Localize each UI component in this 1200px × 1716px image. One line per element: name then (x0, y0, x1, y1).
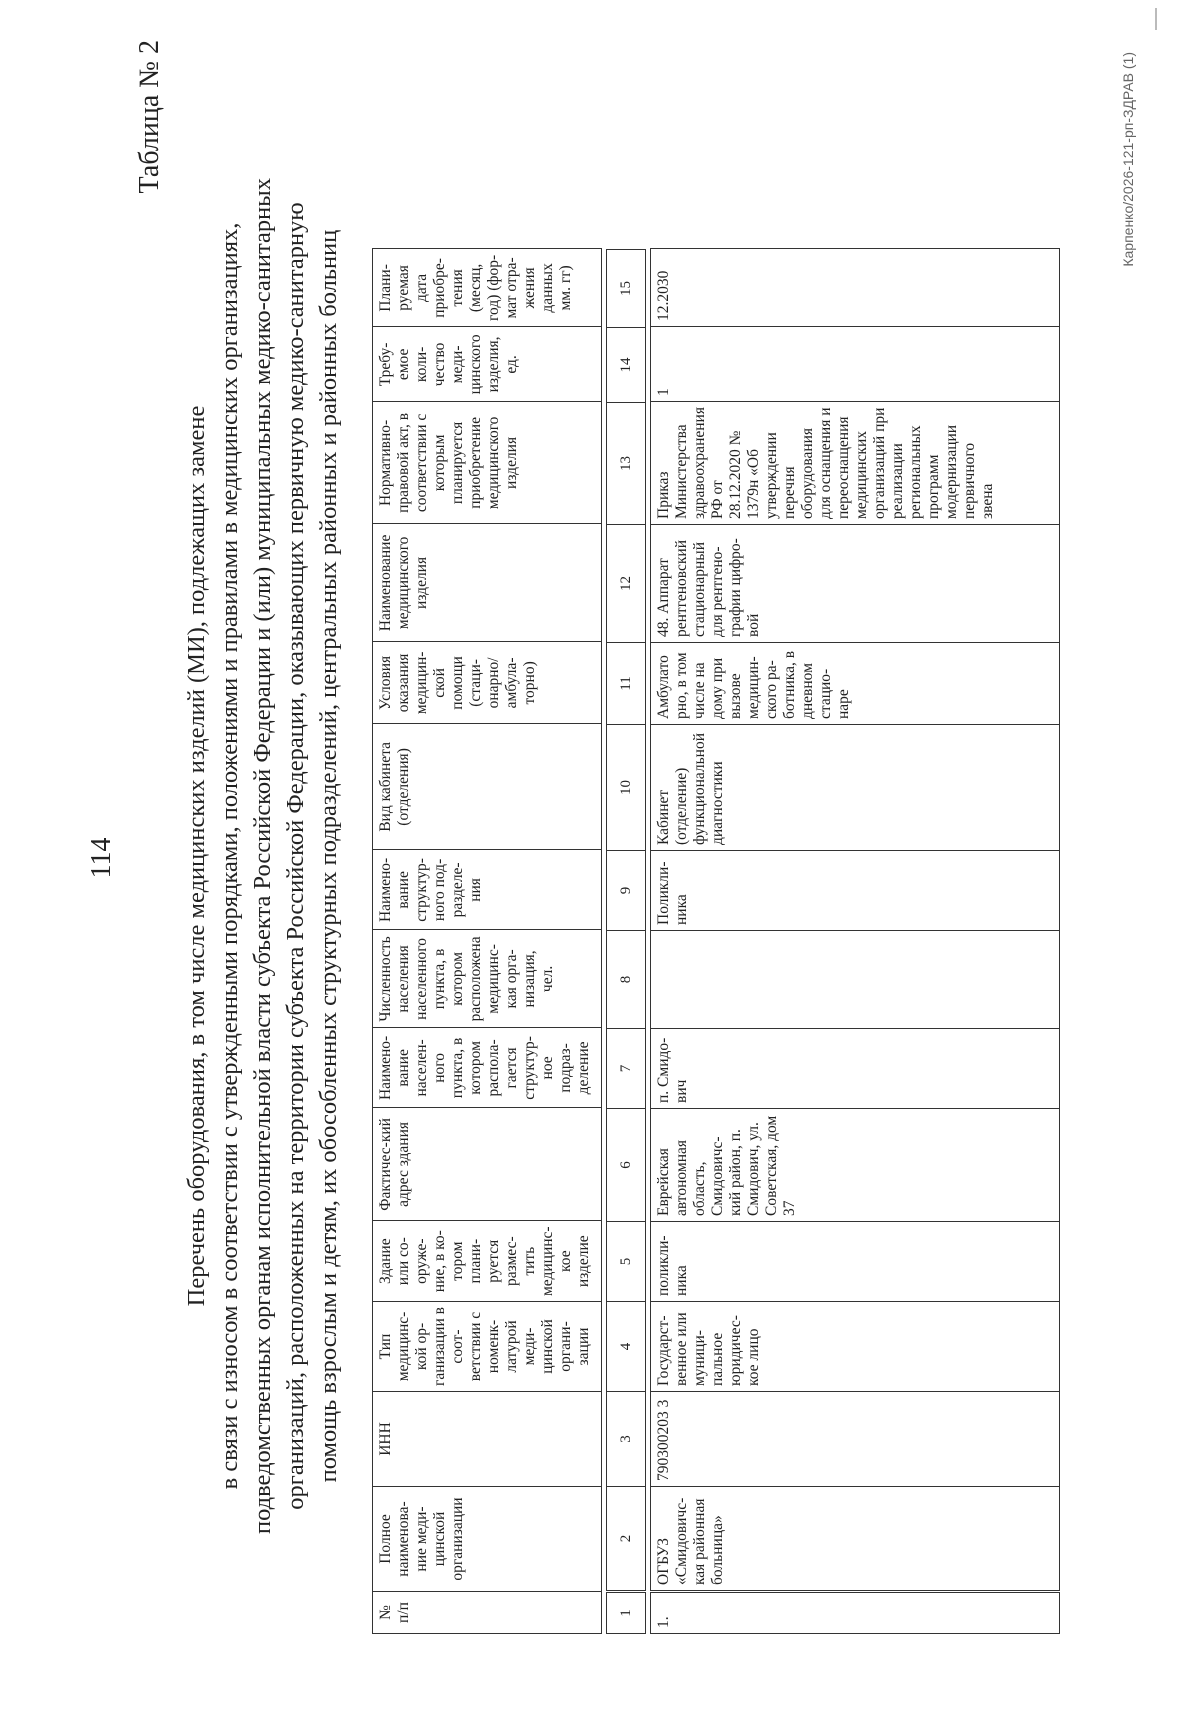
column-number: 11 (607, 643, 646, 725)
header-cell: Плани-руемая дата приобре-тения (месяц, год) (фор-мат отра-жения данных мм. гг) (373, 249, 602, 327)
column-number: 7 (607, 1029, 646, 1109)
title-line: помощь взрослым и детям, их обособленных структурных подразделений, центральных районных и районных больниц (315, 229, 342, 1483)
column-number: 3 (607, 1392, 646, 1487)
table-cell: ОГБУЗ «Смидовичс-кая районная больница» (651, 1487, 1060, 1592)
table-column-numbers (606, 249, 646, 1634)
table-header (372, 248, 602, 1634)
header-cell: № п/п (373, 1592, 602, 1634)
header-cell: Численность населения населенного пункта, в котором расположена медицинс-кая орга-низация, чел. (373, 930, 602, 1028)
table-cell: Кабинет (отделение) функциональной диагностики (651, 725, 1060, 851)
header-cell: Фактичес-кий адрес здания (373, 1108, 602, 1221)
column-number: 15 (607, 250, 646, 328)
header-cell: Наименование медицинского изделия (373, 524, 602, 642)
table-cell: Еврейская автономная область, Смидовичс-кий район, п. Смидович, ул. Советская, дом 37 (651, 1109, 1060, 1222)
header-cell: Нормативно-правовой акт, в соответствии с которым планируется приобретение медицинского изделия (373, 402, 602, 524)
header-cell: Тип медицинс-кой ор-ганизации в соот-ветствии с номенк-латурой меди-цинской органи-зации (373, 1302, 602, 1392)
column-number: 14 (607, 328, 646, 403)
header-cell: Здание или со-оруже-ние, в ко-тором плани-руется размес-тить медицинс-кое изделие (373, 1221, 602, 1302)
column-number: 4 (607, 1302, 646, 1392)
table-cell: 1. (651, 1592, 1060, 1634)
column-number: 2 (607, 1487, 646, 1592)
table-cell: Поликли-ника (651, 851, 1060, 931)
table-cell: Государст-венное или муници-пальное юридичес-кое лицо (651, 1302, 1060, 1392)
header-cell: ИНН (373, 1392, 602, 1487)
title-line: организаций, расположенных на территории субъекта Российской Федерации, оказывающих первичную медико-санитарную (282, 202, 309, 1510)
table-cell: Приказ Министерства здравоохранения РФ от 28.12.2020 № 1379н «Об утверждении перечня оборудования для оснащения и переоснащения медицинских организаций при реализации региональных программ модернизации первичного звена (651, 402, 1060, 525)
table-cell: 48. Аппарат рентгеновский стационарный для рентгено-графии цифро-вой (651, 525, 1060, 643)
table-row (651, 249, 1060, 1634)
footer-reference: Карпенко/2026-121-рп-ЗДРАВ (1) (1120, 52, 1136, 267)
column-number: 6 (607, 1109, 646, 1222)
title-line: Перечень оборудования, в том числе медицинских изделий (МИ), подлежащих замене (183, 405, 210, 1307)
header-cell: Наимено-вание структур-ного под-разделе-ния (373, 850, 602, 930)
table-cell: Амбулато рно, в том числе на дому при вызове медицин-ского ра-ботника, в дневном стацио-наре (651, 643, 1060, 725)
page-number: 114 (86, 837, 117, 879)
scan-mark (1155, 8, 1157, 30)
table-cell: 1 (651, 327, 1060, 402)
document-title (180, 86, 345, 1626)
table-cell: 12.2030 (651, 249, 1060, 327)
column-number: 12 (607, 525, 646, 643)
header-cell: Полное наименова-ние меди-цинской организации (373, 1487, 602, 1592)
table-cell (651, 931, 1060, 1029)
title-line: в связи с износом в соответствии с утвержденными порядками, положениями и правилами в медицинских организациях, (216, 222, 243, 1490)
table-label: Таблица № 2 (134, 40, 165, 194)
table-cell: 790300203 3 (651, 1392, 1060, 1487)
column-number: 8 (607, 931, 646, 1029)
column-number: 9 (607, 851, 646, 931)
title-line: подведомственных органам исполнительной власти субъекта Российской Федерации и (или) муниципальных медико-санитарных (249, 178, 276, 1534)
table-body (650, 248, 1060, 1634)
header-cell: Требу-емое коли-чество меди-цинского изделия, ед. (373, 327, 602, 402)
column-number: 1 (607, 1592, 646, 1634)
header-cell: Вид кабинета (отделения) (373, 724, 602, 850)
header-cell: Условия оказания медицин-ской помощи (стаци-онарно/ амбула-торно) (373, 642, 602, 724)
column-number: 13 (607, 403, 646, 525)
column-number: 5 (607, 1222, 646, 1302)
header-cell: Наимено-вание населен-ного пункта, в котором распола-гается структур-ное подраз-деление (373, 1028, 602, 1108)
table-cell: поликли-ника (651, 1222, 1060, 1302)
table-cell: п. Смидо-вич (651, 1029, 1060, 1109)
column-number: 10 (607, 725, 646, 851)
